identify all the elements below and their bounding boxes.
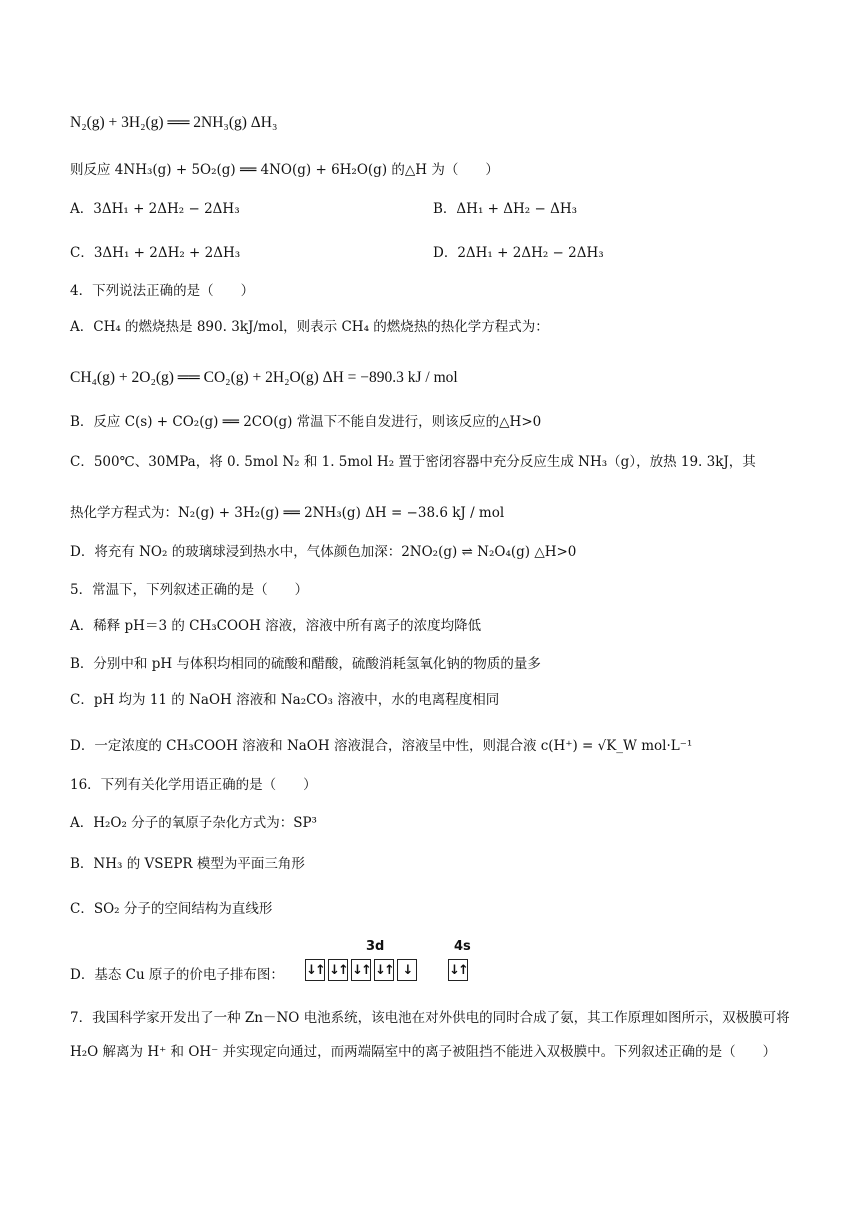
reaction-question: 则反应 4NH₃(g) + 5O₂(g) ══ 4NO(g) + 6H₂O(g) 的△H 为（ ） <box>70 162 499 178</box>
orbital-box-3d-5: ↓ <box>397 959 417 981</box>
option-c: C．3ΔH₁ + 2ΔH₂ + 2ΔH₃ <box>70 245 241 261</box>
orbital-box-4s: ↓↑ <box>448 959 468 981</box>
option-a: A．3ΔH₁ + 2ΔH₂ − 2ΔH₃ <box>70 201 240 217</box>
q4-option-d: D．将充有 NO₂ 的玻璃球浸到热水中，气体颜色加深：2NO₂(g) ⇌ N₂O₄(g) △H>0 <box>70 544 577 560</box>
question-7: 7．我国科学家开发出了一种 Zn－NO 电池系统，该电池在对外供电的同时合成了氨，其工作原理如图所示，双极膜可将 H₂O 解离为 H⁺ 和 OH⁻ 并实现定向通过，而两端隔室中的离子被阻挡不能进入双极膜中。下列叙述正确的是（ ） <box>70 1010 790 1060</box>
equation-3: N₂(g) + 3H₂(g) ══ 2NH₃(g) ΔH₃ <box>70 114 278 131</box>
q16-option-a: A．H₂O₂ 分子的氧原子杂化方式为：SP³ <box>70 815 317 831</box>
label-4s: 4s <box>454 939 471 954</box>
q4-option-c-line2: 热化学方程式为：N₂(g) + 3H₂(g) ══ 2NH₃(g) ΔH = −38.6 kJ / mol <box>70 505 505 521</box>
q5-option-a: A．稀释 pH＝3 的 CH₃COOH 溶液，溶液中所有离子的浓度均降低 <box>70 618 482 634</box>
question-16: 16．下列有关化学用语正确的是（ ） <box>70 777 317 793</box>
q5-option-d: D．一定浓度的 CH₃COOH 溶液和 NaOH 溶液混合，溶液呈中性，则混合液 c(H⁺) = √K_W mol·L⁻¹ <box>70 738 693 754</box>
q4-option-a-equation: CH₄(g) + 2O₂(g) ══ CO₂(g) + 2H₂O(g) ΔH = −890.3 kJ / mol <box>70 369 458 386</box>
q16-option-c: C．SO₂ 分子的空间结构为直线形 <box>70 901 273 917</box>
q5-option-c: C．pH 均为 11 的 NaOH 溶液和 Na₂CO₃ 溶液中，水的电离程度相同 <box>70 692 500 708</box>
q4-option-c-line1: C．500℃、30MPa，将 0. 5mol N₂ 和 1. 5mol H₂ 置于密闭容器中充分反应生成 NH₃（g），放热 19. 3kJ，其 <box>70 454 756 470</box>
q4-option-a: A．CH₄ 的燃烧热是 890. 3kJ/mol，则表示 CH₄ 的燃烧热的热化学方程式为： <box>70 319 549 335</box>
cu-orbital-diagram <box>300 937 490 985</box>
q4-option-b: B．反应 C(s) + CO₂(g) ══ 2CO(g) 常温下不能自发进行，则该反应的△H>0 <box>70 414 542 430</box>
q5-option-b: B．分别中和 pH 与体积均相同的硫酸和醋酸，硫酸消耗氢氧化钠的物质的量多 <box>70 656 541 672</box>
question-4: 4．下列说法正确的是（ ） <box>70 283 255 299</box>
question-5: 5．常温下，下列叙述正确的是（ ） <box>70 582 309 598</box>
orbital-box-3d-3: ↓↑ <box>351 959 371 981</box>
q16-option-d: D．基态 Cu 原子的价电子排布图： <box>70 967 284 983</box>
option-d: D．2ΔH₁ + 2ΔH₂ − 2ΔH₃ <box>433 245 604 261</box>
orbital-box-3d-1: ↓↑ <box>305 959 325 981</box>
orbital-box-3d-2: ↓↑ <box>328 959 348 981</box>
q16-option-b: B．NH₃ 的 VSEPR 模型为平面三角形 <box>70 856 305 872</box>
option-b: B．ΔH₁ + ΔH₂ − ΔH₃ <box>433 201 578 217</box>
orbital-box-3d-4: ↓↑ <box>374 959 394 981</box>
label-3d: 3d <box>366 939 385 954</box>
